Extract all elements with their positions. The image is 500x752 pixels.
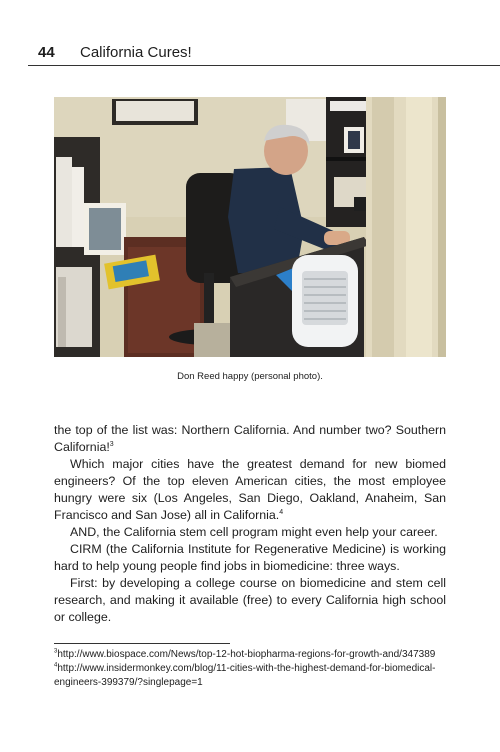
footnotes bbox=[54, 648, 446, 690]
footnote-3: $^3$http://www.biospace.com/News/top-12-hot-biopharma-regions-for-growth-and/347389 bbox=[54, 648, 436, 660]
footnote-rule bbox=[54, 643, 230, 644]
photo-caption: Don Reed happy (personal photo). bbox=[177, 371, 323, 382]
paragraph-4: CIRM (the California Institute for Regenerative Medicine) is working hard to help young people find jobs in biomedicine: three ways. bbox=[54, 542, 446, 573]
photo-man-at-desk bbox=[54, 97, 446, 357]
footnote-ref-4: 4 bbox=[279, 508, 284, 516]
body-text bbox=[54, 422, 446, 626]
page-number: 44 bbox=[38, 44, 55, 61]
footnote-3-url: http://www.biospace.com/News/top-12-hot-biopharma-regions-for-growth-and/347389 bbox=[57, 649, 436, 660]
paragraph-3: AND, the California stem cell program might even help your career. bbox=[70, 525, 438, 539]
paragraph-2: Which major cities have the greatest demand for new biomed engineers? Of the top eleven American cities, the most employee hungry were six (Los Angeles, San Diego, Oakland, Anaheim, San Francisco and San Jose) all in California.$^4$ bbox=[54, 457, 446, 522]
paragraph-1: the top of the list was: Northern California. And number two? Southern California!$^3$ bbox=[54, 423, 446, 454]
paragraph-5: First: by developing a college course on biomedicine and stem cell research, and making it available (free) to every California high school or college. bbox=[54, 576, 446, 624]
header-rule bbox=[28, 65, 500, 66]
footnote-ref-3: 3 bbox=[109, 440, 114, 448]
footnote-4-url: http://www.insidermonkey.com/blog/11-cities-with-the-highest-demand-for-biomedical-engineers-399379/?singlepage=1 bbox=[54, 663, 436, 688]
running-title: California Cures! bbox=[80, 44, 192, 61]
footnote-4: $^4$http://www.insidermonkey.com/blog/11-cities-with-the-highest-demand-for-biomedical-engineers-399379/?singlepage=1 bbox=[54, 662, 436, 688]
